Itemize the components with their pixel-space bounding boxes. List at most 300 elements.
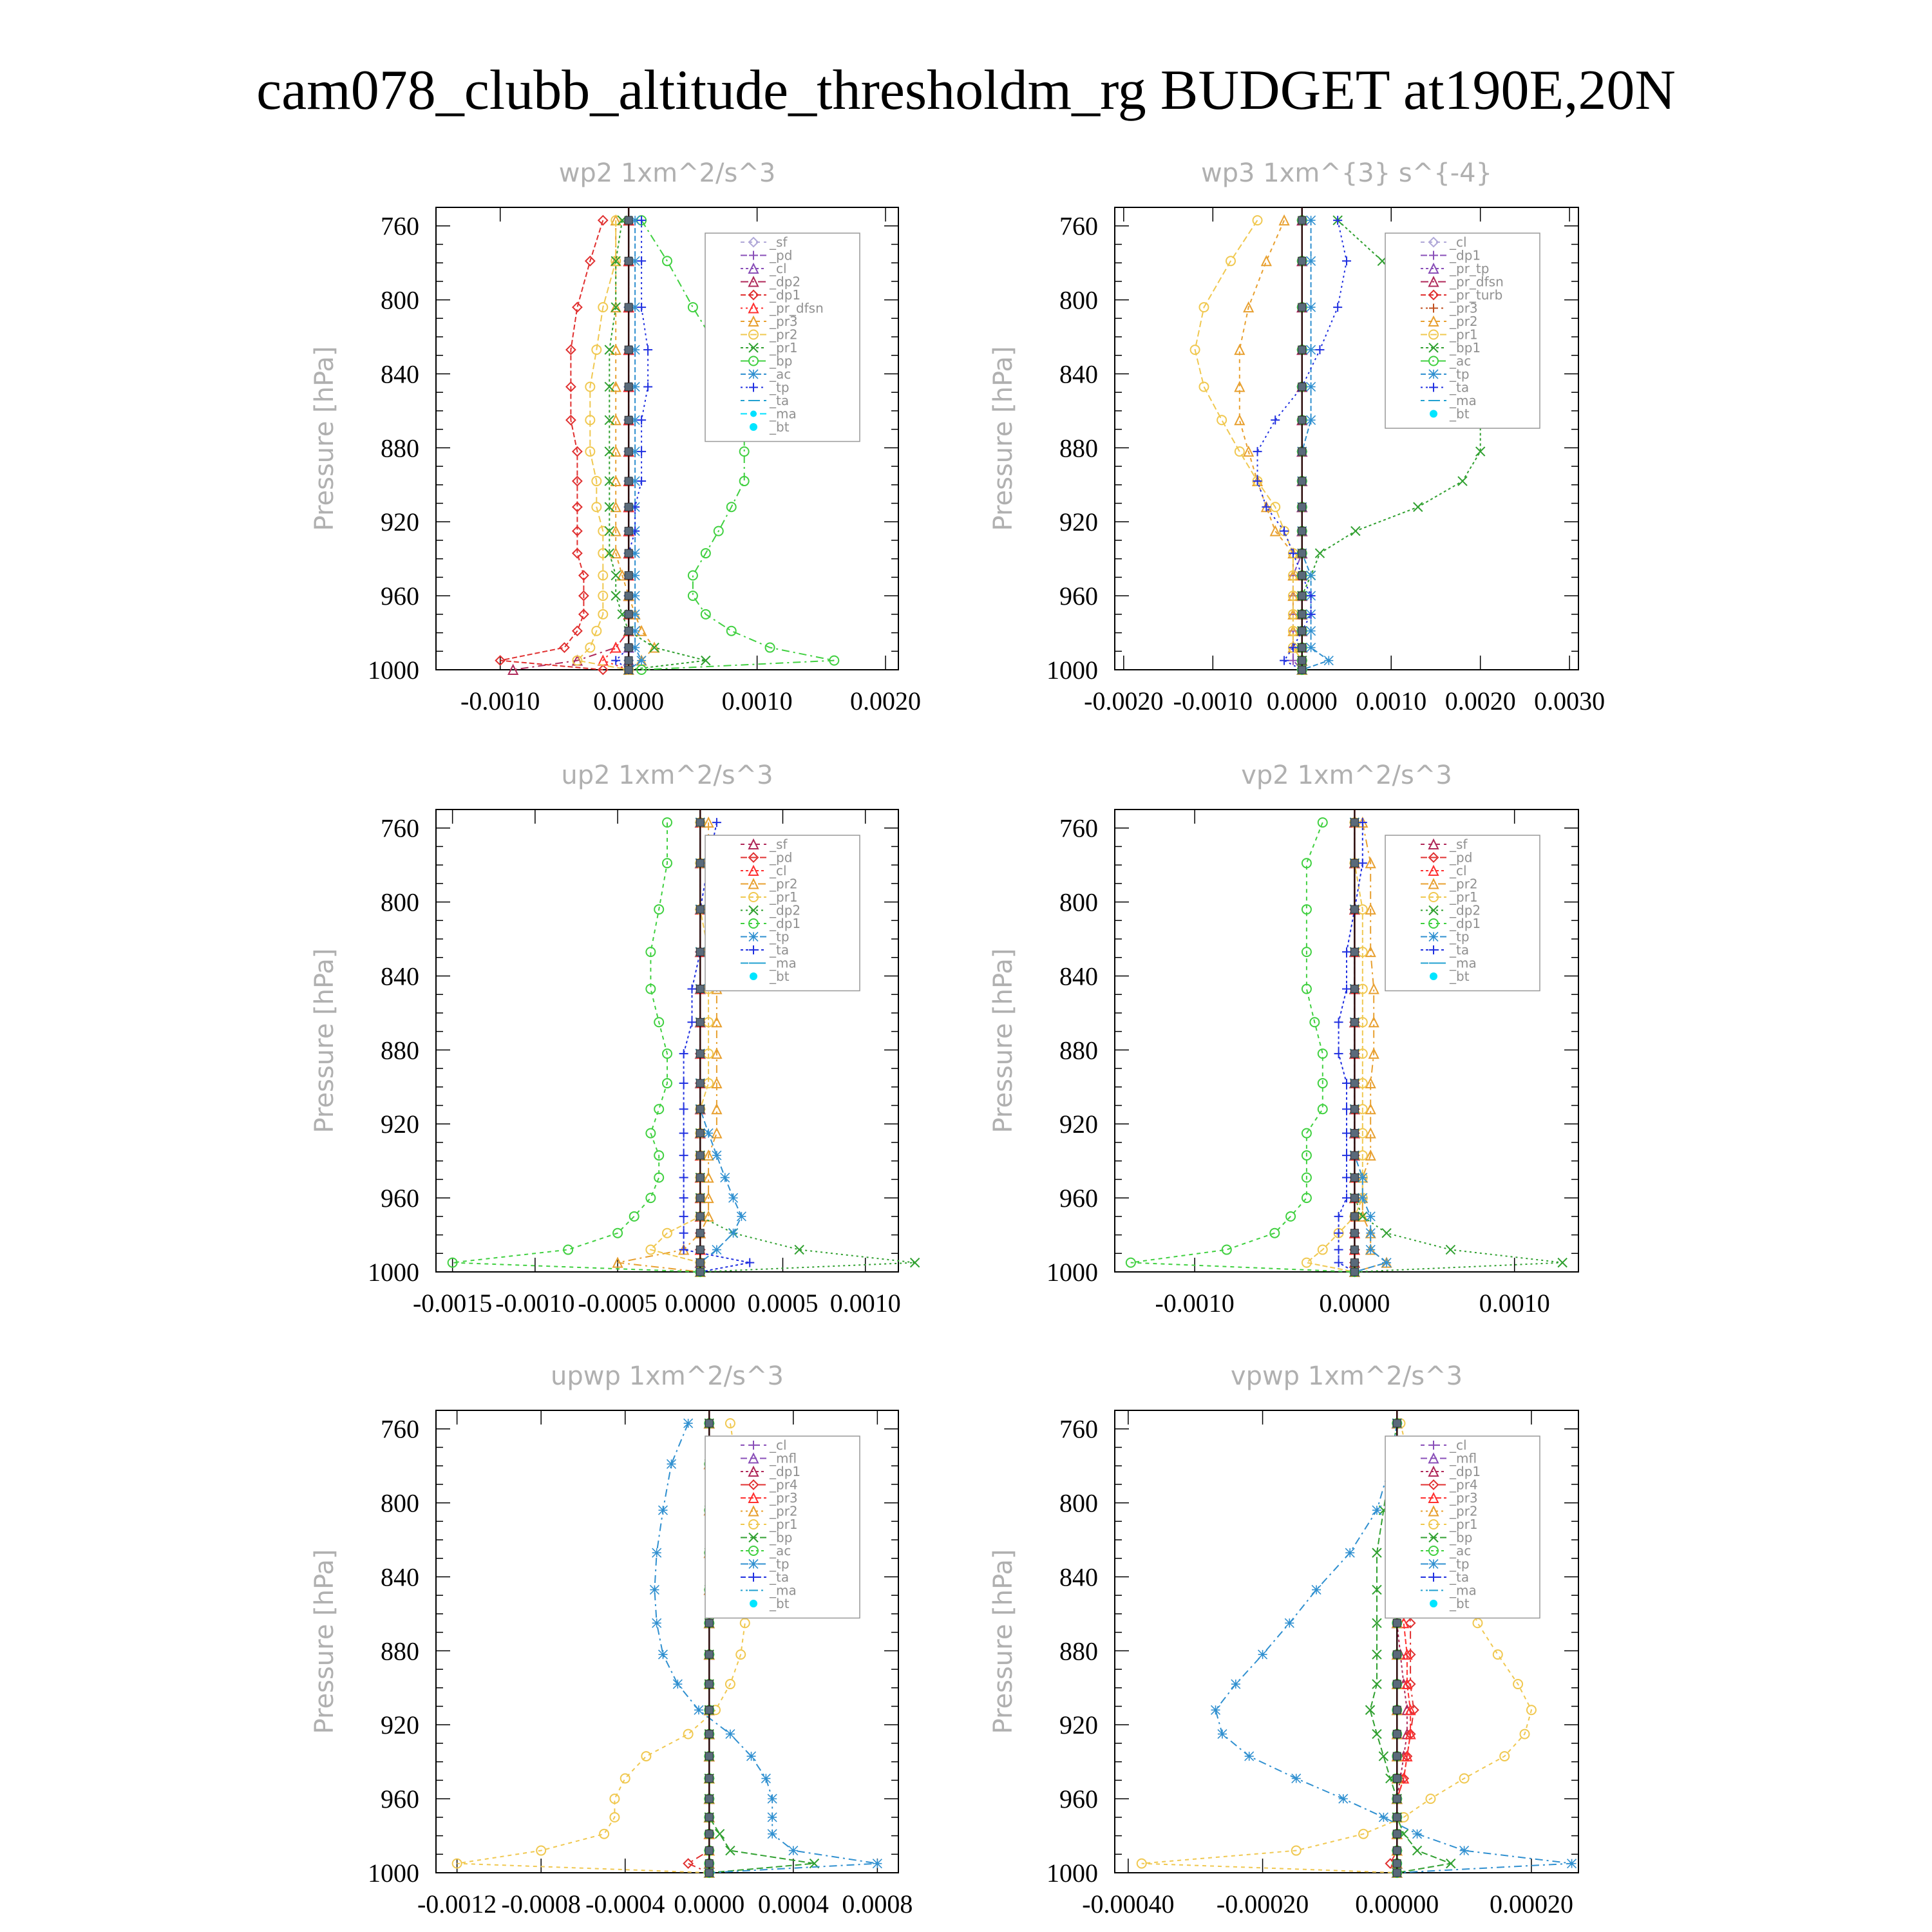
total-marker (696, 1259, 704, 1267)
total-marker (705, 1619, 713, 1627)
total-marker (625, 611, 632, 618)
total-marker (1298, 592, 1306, 600)
data-point (641, 1752, 650, 1761)
data-point (679, 1193, 688, 1202)
total-marker (1393, 1869, 1401, 1877)
chart-panel-1 (310, 158, 921, 715)
total-marker (1350, 1213, 1358, 1220)
y-tick-label: 960 (381, 582, 419, 611)
data-point (1285, 1618, 1294, 1627)
data-point (1342, 1173, 1351, 1182)
data-point (1231, 1680, 1240, 1689)
legend (705, 1436, 860, 1618)
series-line (453, 822, 701, 1272)
data-point (1342, 1193, 1351, 1202)
data-point (679, 1229, 688, 1238)
legend-label: _pr2 (770, 876, 798, 892)
data-point (1307, 303, 1316, 312)
legend-label: _tp (1450, 929, 1470, 945)
y-tick-label: 760 (381, 813, 419, 843)
data-point (729, 1193, 738, 1202)
total-marker (1298, 549, 1306, 557)
data-point (1211, 1705, 1220, 1714)
legend-label: _tp (1450, 366, 1470, 382)
y-axis-label: Pressure [hPa] (310, 346, 339, 531)
y-tick-label: 920 (381, 1110, 419, 1139)
total-marker (625, 549, 632, 557)
total-marker (1393, 1419, 1401, 1427)
total-marker (705, 1847, 713, 1855)
total-marker (1393, 1752, 1401, 1760)
total-marker (696, 1229, 704, 1237)
data-point (1372, 1730, 1381, 1739)
main-title: cam078_clubb_altitude_thresholdm_rg BUDGET at190E,20N (256, 59, 1676, 122)
total-marker (696, 859, 704, 867)
legend-label: _dp1 (1450, 1464, 1481, 1479)
y-tick-label: 760 (1059, 211, 1098, 241)
x-tick-label: 0.0010 (721, 687, 793, 715)
legend-label: _ma (1450, 1582, 1477, 1598)
legend-label: _pr3 (1450, 300, 1478, 316)
legend-label: _pr2 (1450, 314, 1478, 329)
data-point (1366, 1705, 1375, 1714)
data-point (637, 656, 646, 665)
y-tick-label: 840 (1059, 1562, 1098, 1592)
total-marker (625, 627, 632, 635)
total-marker (705, 1730, 713, 1738)
data-point (1280, 656, 1289, 665)
panel-title: wp2 1xm^2/s^3 (558, 158, 776, 188)
legend-label: _dp1 (770, 916, 801, 931)
data-point (611, 571, 620, 580)
data-point (1307, 216, 1316, 225)
legend-label: _cl (770, 1437, 787, 1453)
total-marker (1298, 644, 1306, 652)
total-marker (1298, 346, 1306, 354)
legend-label: _sf (770, 234, 788, 250)
panel-title: up2 1xm^2/s^3 (561, 761, 773, 790)
total-marker (1393, 1651, 1401, 1658)
legend-label: _ta (770, 942, 790, 958)
total-marker (1298, 657, 1306, 665)
legend-label: _pr_turb (1450, 287, 1503, 303)
legend-label: _pr1 (1450, 889, 1478, 905)
panel-title: vpwp 1xm^2/s^3 (1230, 1361, 1463, 1391)
data-point (1460, 1846, 1469, 1855)
data-point (1369, 985, 1378, 994)
data-point (688, 571, 697, 580)
total-marker (1298, 666, 1306, 674)
x-tick-label: -0.0005 (578, 1289, 658, 1318)
series-pr1 (1302, 818, 1367, 1276)
series-line (457, 1423, 745, 1873)
data-point (679, 1173, 688, 1182)
data-point (654, 1173, 663, 1182)
data-point (712, 1151, 721, 1160)
series-dp2 (509, 216, 634, 674)
legend-marker (750, 972, 757, 980)
total-marker (705, 1814, 713, 1821)
total-marker (1393, 1775, 1401, 1783)
legend-marker (750, 411, 757, 417)
data-point (1558, 1258, 1567, 1267)
data-point (1312, 1586, 1321, 1595)
legend-label: _bp1 (1450, 340, 1481, 355)
data-point (673, 1680, 682, 1689)
data-point (761, 1774, 770, 1783)
y-tick-label: 840 (1059, 359, 1098, 389)
series-line (1293, 220, 1302, 670)
legend-label: _bt (1450, 406, 1470, 422)
total-marker (1298, 216, 1306, 224)
total-marker (1350, 1079, 1358, 1087)
y-tick-label: 840 (381, 1562, 419, 1592)
y-tick-label: 880 (381, 1036, 419, 1065)
data-point (643, 383, 652, 392)
total-marker (1298, 572, 1306, 580)
data-point (679, 1104, 688, 1113)
total-marker (1350, 859, 1358, 867)
y-tick-label: 800 (381, 887, 419, 917)
legend-label: _tp (770, 379, 790, 395)
data-point (721, 1173, 730, 1182)
total-marker (1350, 985, 1358, 993)
total-marker (1350, 1229, 1358, 1237)
data-point (679, 1212, 688, 1221)
data-point (654, 1104, 663, 1113)
legend-label: _cl (770, 863, 787, 878)
data-point (611, 591, 620, 600)
total-marker (705, 1680, 713, 1688)
legend-label: _ma (770, 1582, 797, 1598)
total-marker (696, 1151, 704, 1159)
data-point (1358, 858, 1367, 867)
y-tick-label: 920 (1059, 507, 1098, 537)
x-tick-label: 0.0020 (850, 687, 922, 715)
series-pr1 (646, 818, 713, 1276)
x-tick-label: -0.0010 (1173, 687, 1253, 715)
x-tick-label: -0.0010 (1155, 1289, 1235, 1318)
total-marker (1350, 1130, 1358, 1137)
y-tick-label: 1000 (368, 656, 419, 685)
legend-label: _pd (770, 247, 793, 263)
data-point (1307, 627, 1316, 636)
x-tick-label: 0.0020 (1444, 687, 1516, 715)
total-marker (625, 592, 632, 600)
data-point (1307, 643, 1316, 652)
data-point (1382, 1229, 1391, 1238)
legend-label: _dp2 (770, 274, 801, 290)
series-line (500, 220, 603, 670)
legend-label: _tp (770, 1556, 790, 1572)
data-point (1292, 1774, 1301, 1783)
total-marker (696, 1194, 704, 1202)
data-point (789, 1846, 798, 1855)
x-tick-label: -0.0004 (585, 1889, 665, 1918)
x-tick-label: 0.0010 (1356, 687, 1427, 715)
total-marker (705, 1775, 713, 1783)
legend-label: _ac (770, 366, 791, 382)
y-tick-label: 800 (381, 1488, 419, 1518)
x-tick-label: 0.0004 (757, 1889, 829, 1918)
data-point (605, 345, 614, 354)
legend-label: _cl (770, 261, 787, 276)
data-point (1342, 256, 1351, 265)
series-line (1195, 220, 1302, 670)
total-marker (1350, 819, 1358, 826)
legend-label: _pr2 (770, 327, 798, 343)
legend (705, 835, 860, 991)
legend-label: _pr_tp (1450, 261, 1490, 276)
y-tick-label: 960 (1059, 1785, 1098, 1814)
total-marker (625, 572, 632, 580)
data-point (1473, 1618, 1482, 1627)
total-marker (1350, 1105, 1358, 1113)
total-marker (705, 1419, 713, 1427)
y-axis-label: Pressure [hPa] (989, 346, 1018, 531)
data-point (712, 1245, 721, 1255)
legend-label: _sf (1450, 837, 1468, 852)
data-point (694, 1705, 703, 1714)
legend-label: _ma (1450, 955, 1477, 971)
total-marker (705, 1860, 713, 1868)
total-marker (1393, 1847, 1401, 1855)
chart-panel-5 (310, 1361, 913, 1918)
data-point (715, 1830, 724, 1839)
data-point (1262, 256, 1271, 265)
y-tick-label: 920 (1059, 1110, 1098, 1139)
total-marker (625, 216, 632, 224)
y-tick-label: 760 (1059, 1414, 1098, 1444)
total-marker (1350, 1018, 1358, 1026)
data-point (652, 1548, 661, 1557)
series-line (1339, 822, 1363, 1272)
total-marker (1393, 1730, 1401, 1738)
series-ac (624, 216, 646, 674)
data-point (768, 1794, 777, 1803)
data-point (1245, 1752, 1254, 1761)
data-point (747, 1752, 756, 1761)
total-marker (1350, 1246, 1358, 1254)
legend-label: _cl (1450, 1437, 1467, 1453)
data-point (1339, 1794, 1348, 1803)
legend-marker (750, 1600, 757, 1607)
total-marker (705, 1795, 713, 1803)
series-pr1 (605, 216, 710, 674)
total-marker (696, 985, 704, 993)
data-point (687, 985, 696, 994)
legend-marker (1429, 933, 1438, 942)
data-point (1414, 502, 1423, 511)
data-point (1342, 985, 1351, 994)
data-point (679, 1129, 688, 1138)
total-marker (1298, 257, 1306, 265)
total-marker (705, 1869, 713, 1877)
total-marker (1298, 611, 1306, 618)
total-marker (625, 448, 632, 455)
data-point (1222, 1245, 1231, 1255)
data-point (1379, 1813, 1388, 1822)
y-tick-label: 880 (1059, 1636, 1098, 1666)
total-marker (1298, 303, 1306, 311)
data-point (585, 643, 594, 652)
data-point (679, 1079, 688, 1088)
data-point (652, 1618, 661, 1627)
legend-label: _ma (770, 406, 797, 422)
x-tick-label: 0.0000 (1319, 1289, 1390, 1318)
series-line (513, 220, 629, 670)
legend-label: _mfl (770, 1450, 797, 1466)
y-tick-label: 800 (381, 285, 419, 315)
y-tick-label: 920 (381, 507, 419, 537)
y-tick-label: 760 (1059, 813, 1098, 843)
legend-label: _ta (770, 1569, 790, 1585)
y-tick-label: 1000 (1046, 656, 1098, 685)
series-pr1 (1191, 216, 1307, 674)
data-point (1379, 1752, 1388, 1761)
series-line (629, 220, 641, 670)
legend-label: _dp1 (1450, 247, 1481, 263)
data-point (1307, 383, 1316, 392)
data-point (1366, 1229, 1375, 1238)
data-point (684, 1419, 693, 1428)
legend-label: _sf (770, 837, 788, 852)
data-point (1307, 415, 1316, 424)
data-point (704, 1129, 713, 1138)
legend-marker (749, 370, 758, 379)
data-point (650, 1586, 659, 1595)
legend-label: _dp2 (1450, 902, 1481, 918)
data-point (1342, 947, 1351, 956)
data-point (1458, 477, 1467, 486)
y-tick-label: 960 (1059, 1184, 1098, 1213)
legend-label: _bp (1450, 1530, 1473, 1546)
y-tick-label: 1000 (368, 1859, 419, 1888)
total-marker (1298, 416, 1306, 424)
data-point (1302, 985, 1311, 994)
legend-label: _mfl (1450, 1450, 1477, 1466)
data-point (1372, 1506, 1381, 1515)
data-point (1413, 1846, 1422, 1855)
data-point (1307, 256, 1316, 265)
data-point (1351, 527, 1360, 536)
legend-label: _cl (1450, 863, 1467, 878)
data-point (1358, 1173, 1367, 1182)
y-axis-label: Pressure [hPa] (989, 1549, 1018, 1734)
panel-title: vp2 1xm^2/s^3 (1241, 761, 1452, 790)
x-tick-label: 0.0005 (747, 1289, 819, 1318)
data-point (688, 303, 697, 312)
panel-title: wp3 1xm^{3} s^{-4} (1200, 158, 1493, 188)
data-point (658, 1506, 667, 1515)
total-marker (1298, 503, 1306, 511)
data-point (737, 1212, 746, 1221)
legend (1385, 233, 1540, 428)
data-point (1342, 1151, 1351, 1160)
data-point (688, 591, 697, 600)
legend-marker (1430, 1600, 1437, 1607)
total-marker (696, 1079, 704, 1087)
legend-marker (1429, 1560, 1438, 1569)
data-point (1493, 1650, 1502, 1659)
total-marker (625, 346, 632, 354)
total-marker (1298, 627, 1306, 635)
y-tick-label: 760 (381, 1414, 419, 1444)
legend-label: _ac (770, 1543, 791, 1558)
legend (1385, 1436, 1540, 1618)
legend-label: _bt (1450, 1596, 1470, 1611)
legend-label: _pr2 (1450, 876, 1478, 892)
total-marker (1350, 1174, 1358, 1182)
y-tick-label: 920 (381, 1710, 419, 1740)
total-marker (1298, 477, 1306, 485)
total-marker (696, 1246, 704, 1254)
y-tick-label: 880 (381, 433, 419, 463)
total-marker (625, 257, 632, 265)
data-point (1271, 415, 1280, 424)
data-point (1315, 549, 1324, 558)
data-point (1253, 447, 1262, 456)
legend-marker (749, 933, 758, 942)
data-point (1372, 1680, 1381, 1689)
legend-label: _bt (770, 1596, 790, 1611)
legend-label: _tp (1450, 1556, 1470, 1572)
total-marker (696, 1130, 704, 1137)
data-point (1413, 1830, 1422, 1839)
series-line (618, 822, 717, 1272)
data-point (1334, 1212, 1343, 1221)
data-point (621, 1774, 630, 1783)
y-tick-label: 840 (381, 359, 419, 389)
data-point (1315, 345, 1324, 354)
legend-marker (1430, 972, 1437, 980)
total-marker (1393, 1860, 1401, 1868)
legend-label: _pd (1450, 849, 1473, 866)
legend-label: _pr1 (1450, 327, 1478, 343)
data-point (1253, 216, 1262, 225)
data-point (646, 1193, 655, 1202)
total-marker (1298, 383, 1306, 391)
total-marker (625, 303, 632, 311)
total-marker (696, 905, 704, 913)
total-marker (705, 1706, 713, 1714)
y-tick-label: 1000 (368, 1258, 419, 1287)
y-tick-label: 960 (1059, 582, 1098, 611)
data-point (667, 1459, 676, 1468)
legend-label: _pr3 (1450, 1490, 1478, 1506)
legend-label: _dp1 (1450, 916, 1481, 931)
series-tp (1298, 216, 1334, 674)
data-point (1334, 1245, 1343, 1255)
x-tick-label: -0.0010 (460, 687, 540, 715)
x-tick-label: -0.0020 (1084, 687, 1164, 715)
data-point (684, 1730, 693, 1739)
series-line (609, 220, 706, 670)
data-point (873, 1859, 882, 1868)
series-dp1 (448, 818, 705, 1276)
legend (705, 233, 860, 442)
y-tick-label: 880 (381, 1636, 419, 1666)
legend-marker (1429, 370, 1438, 379)
legend-label: _dp2 (770, 902, 801, 918)
legend-label: _ta (770, 393, 790, 408)
chart-panel-3 (310, 761, 920, 1318)
total-marker (625, 383, 632, 391)
y-tick-label: 800 (1059, 285, 1098, 315)
total-marker (1393, 1795, 1401, 1803)
x-tick-label: -0.0015 (412, 1289, 493, 1318)
series-pr2 (573, 216, 633, 674)
